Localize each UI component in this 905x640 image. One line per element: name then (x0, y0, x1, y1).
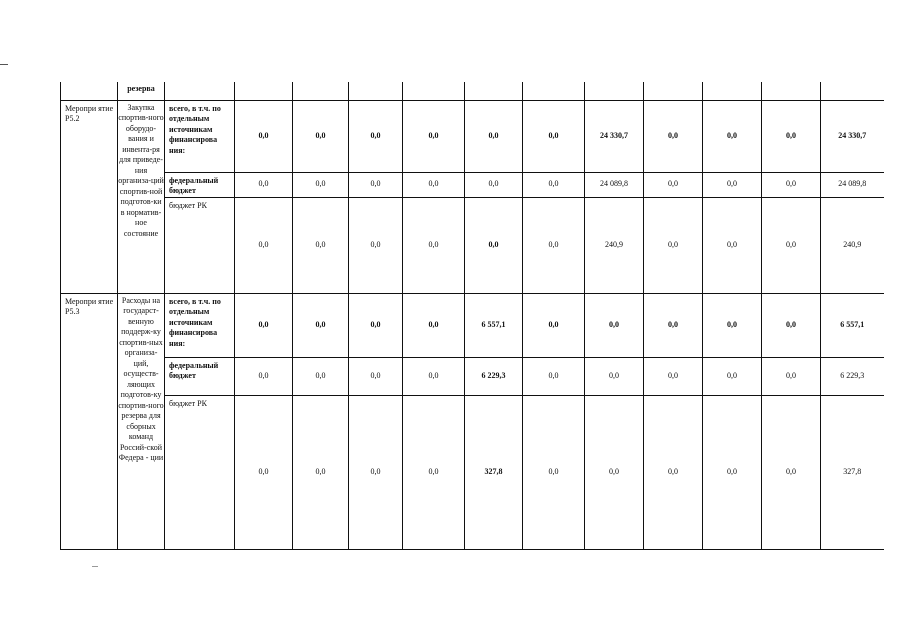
value-cell: 0,0 (293, 172, 349, 197)
value-cell: 0,0 (644, 293, 703, 357)
value-cell: 0,0 (403, 100, 465, 172)
value-cell: 0,0 (403, 357, 465, 395)
value-cell: 0,0 (235, 395, 293, 549)
value-cell: 0,0 (349, 172, 403, 197)
cell-event (61, 82, 118, 100)
value-cell: 0,0 (523, 197, 585, 293)
cell-value (293, 82, 349, 100)
cell-value (523, 82, 585, 100)
value-cell: 0,0 (523, 395, 585, 549)
value-cell: 0,0 (235, 357, 293, 395)
value-cell: 0,0 (523, 172, 585, 197)
event-description: Расходы на государст-венную поддерж-ку спортив-ных организа-ций, осуществ-ляющих подготов-ку спортив-ного резерва для сборных команд Россий-ской Федера - ции (118, 293, 165, 549)
cell-value (644, 82, 703, 100)
event-description: Закупка спортив-ного оборудо-вания и инвента-ря для приведе-ния организа-ций спортив-ной подготов-ки в норматив-ное состояние (118, 100, 165, 293)
value-cell: 6 557,1 (465, 293, 523, 357)
value-cell: 0,0 (644, 100, 703, 172)
value-cell: 6 229,3 (465, 357, 523, 395)
value-cell: 0,0 (703, 100, 762, 172)
value-cell: 0,0 (585, 395, 644, 549)
value-cell: 24 089,8 (585, 172, 644, 197)
value-cell: 0,0 (235, 172, 293, 197)
value-cell: 0,0 (465, 197, 523, 293)
value-cell: 0,0 (349, 100, 403, 172)
value-cell: 0,0 (762, 197, 821, 293)
value-cell: 24 330,7 (821, 100, 884, 172)
cell-description: резерва (118, 82, 165, 100)
value-cell: 0,0 (644, 357, 703, 395)
cell-source (165, 82, 235, 100)
value-cell: 0,0 (235, 100, 293, 172)
value-cell: 0,0 (703, 172, 762, 197)
table-row (61, 395, 884, 549)
value-cell: 0,0 (465, 172, 523, 197)
value-cell: 0,0 (293, 357, 349, 395)
cell-value (349, 82, 403, 100)
value-cell: 0,0 (403, 293, 465, 357)
value-cell: 0,0 (293, 100, 349, 172)
value-cell: 0,0 (523, 293, 585, 357)
value-cell: 0,0 (293, 197, 349, 293)
value-cell: 0,0 (644, 395, 703, 549)
value-cell: 0,0 (585, 293, 644, 357)
value-cell: 0,0 (762, 395, 821, 549)
value-cell: 0,0 (644, 172, 703, 197)
value-cell: 0,0 (703, 357, 762, 395)
value-cell: 0,0 (523, 357, 585, 395)
table-row (61, 172, 884, 197)
value-cell: 327,8 (821, 395, 884, 549)
value-cell: 0,0 (703, 395, 762, 549)
table-row (61, 100, 884, 172)
cell-value (235, 82, 293, 100)
event-name: Меропри ятие Р5.2 (61, 100, 118, 293)
continuation-row (61, 82, 884, 100)
value-cell: 0,0 (235, 293, 293, 357)
value-cell: 6 229,3 (821, 357, 884, 395)
value-cell: 24 089,8 (821, 172, 884, 197)
scan-artifact (92, 566, 98, 567)
edge-mark (0, 64, 8, 65)
value-cell: 0,0 (403, 172, 465, 197)
cell-value (585, 82, 644, 100)
value-cell: 0,0 (762, 172, 821, 197)
cell-value (403, 82, 465, 100)
value-cell: 0,0 (349, 395, 403, 549)
value-cell: 0,0 (349, 293, 403, 357)
cell-value (465, 82, 523, 100)
financing-table (60, 82, 884, 550)
value-cell: 0,0 (349, 357, 403, 395)
funding-source: бюджет РК (165, 197, 235, 293)
table-row (61, 197, 884, 293)
cell-value (821, 82, 884, 100)
value-cell: 240,9 (821, 197, 884, 293)
value-cell: 0,0 (293, 395, 349, 549)
value-cell: 24 330,7 (585, 100, 644, 172)
value-cell: 0,0 (703, 197, 762, 293)
value-cell: 0,0 (403, 197, 465, 293)
event-name: Меропри ятие Р5.3 (61, 293, 118, 549)
value-cell: 0,0 (293, 293, 349, 357)
funding-source: всего, в т.ч. по отдельным источникам финансирова ния: (165, 293, 235, 357)
funding-source: федеральный бюджет (165, 357, 235, 395)
value-cell: 0,0 (349, 197, 403, 293)
value-cell: 0,0 (762, 293, 821, 357)
value-cell: 0,0 (703, 293, 762, 357)
table-row (61, 357, 884, 395)
value-cell: 0,0 (523, 100, 585, 172)
table-row (61, 293, 884, 357)
value-cell: 0,0 (235, 197, 293, 293)
cell-value (703, 82, 762, 100)
value-cell: 0,0 (762, 357, 821, 395)
value-cell: 0,0 (465, 100, 523, 172)
cell-value (762, 82, 821, 100)
value-cell: 240,9 (585, 197, 644, 293)
funding-source: федеральный бюджет (165, 172, 235, 197)
value-cell: 327,8 (465, 395, 523, 549)
value-cell: 0,0 (762, 100, 821, 172)
funding-source: всего, в т.ч. по отдельным источникам финансирова ния: (165, 100, 235, 172)
value-cell: 0,0 (585, 357, 644, 395)
value-cell: 0,0 (644, 197, 703, 293)
value-cell: 0,0 (403, 395, 465, 549)
value-cell: 6 557,1 (821, 293, 884, 357)
funding-source: бюджет РК (165, 395, 235, 549)
